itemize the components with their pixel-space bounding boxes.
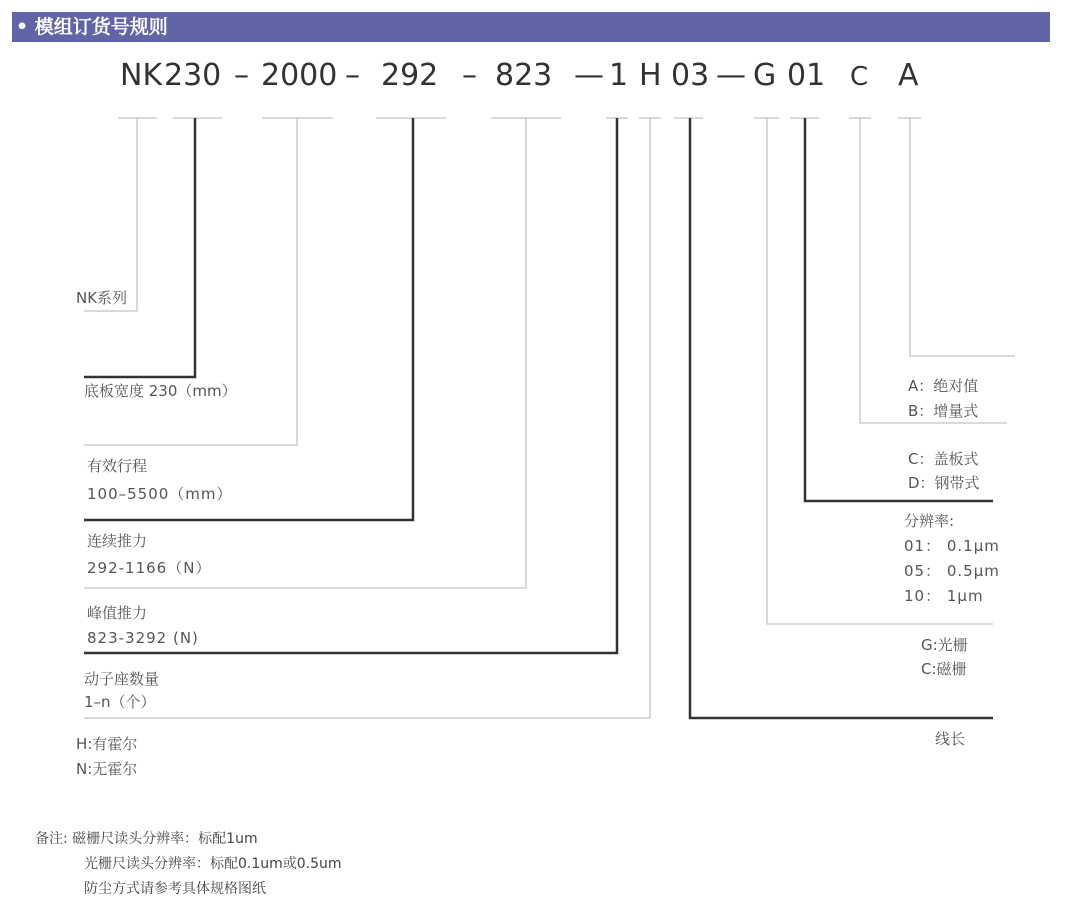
label-peak-title: 峰值推力 — [87, 604, 148, 622]
label-count-range: 1–n（个） — [84, 693, 156, 711]
label-res-01: 01： 0.1μm — [904, 537, 1000, 555]
label-thrust-title: 连续推力 — [87, 532, 148, 550]
label-stroke-title: 有效行程 — [87, 457, 148, 475]
code-stroke: 2000 — [261, 58, 338, 93]
label-width: 底板宽度 230（mm） — [84, 382, 237, 400]
label-cable: 线长 — [935, 730, 966, 748]
label-res-10: 10： 1μm — [904, 587, 984, 605]
label-stroke-range: 100–5500（mm） — [87, 485, 233, 503]
label-cover-c: C：盖板式 — [908, 450, 979, 468]
code-dash-5: — — [716, 58, 746, 93]
label-enc-g: G:光栅 — [921, 636, 968, 654]
code-width: 230 — [164, 58, 222, 93]
code-nk: NK — [120, 58, 163, 93]
label-nk-series: NK系列 — [76, 289, 128, 307]
note-line-1: 备注: 磁栅尺读头分辨率：标配1um — [35, 831, 258, 847]
label-count-title: 动子座数量 — [84, 670, 160, 688]
code-resolution: 01 — [787, 58, 826, 93]
label-enc-c: C:磁栅 — [921, 660, 967, 678]
code-thrust: 292 — [381, 58, 439, 93]
code-dash-4: — — [574, 58, 604, 93]
code-encoder: G — [753, 58, 777, 93]
section-title: • 模组订货号规则 — [12, 12, 1050, 42]
note-line-3: 防尘方式请参考具体规格图纸 — [84, 881, 266, 897]
label-abs-a: A：绝对值 — [908, 377, 979, 395]
code-dash-1: – — [234, 58, 249, 93]
label-hall-yes: H:有霍尔 — [76, 735, 138, 753]
code-count: 1 — [609, 58, 629, 93]
note-line-2: 光栅尺读头分辨率：标配0.1um或0.5um — [84, 856, 342, 872]
label-thrust-range: 292-1166（N） — [87, 559, 212, 577]
code-dash-2: – — [345, 58, 360, 93]
code-hall: H — [639, 58, 662, 93]
label-abs-b: B：增量式 — [908, 402, 979, 420]
code-dash-3: – — [462, 58, 477, 93]
code-cover: C — [850, 62, 869, 92]
code-peak: 823 — [495, 58, 553, 93]
code-cable: 03 — [671, 58, 710, 93]
label-cover-d: D：钢带式 — [908, 474, 980, 492]
code-abs: A — [898, 58, 919, 93]
label-hall-no: N:无霍尔 — [76, 760, 138, 778]
label-res-title: 分辨率: — [904, 512, 955, 530]
label-peak-range: 823-3292 (N) — [87, 629, 199, 647]
label-res-05: 05： 0.5μm — [904, 562, 1000, 580]
